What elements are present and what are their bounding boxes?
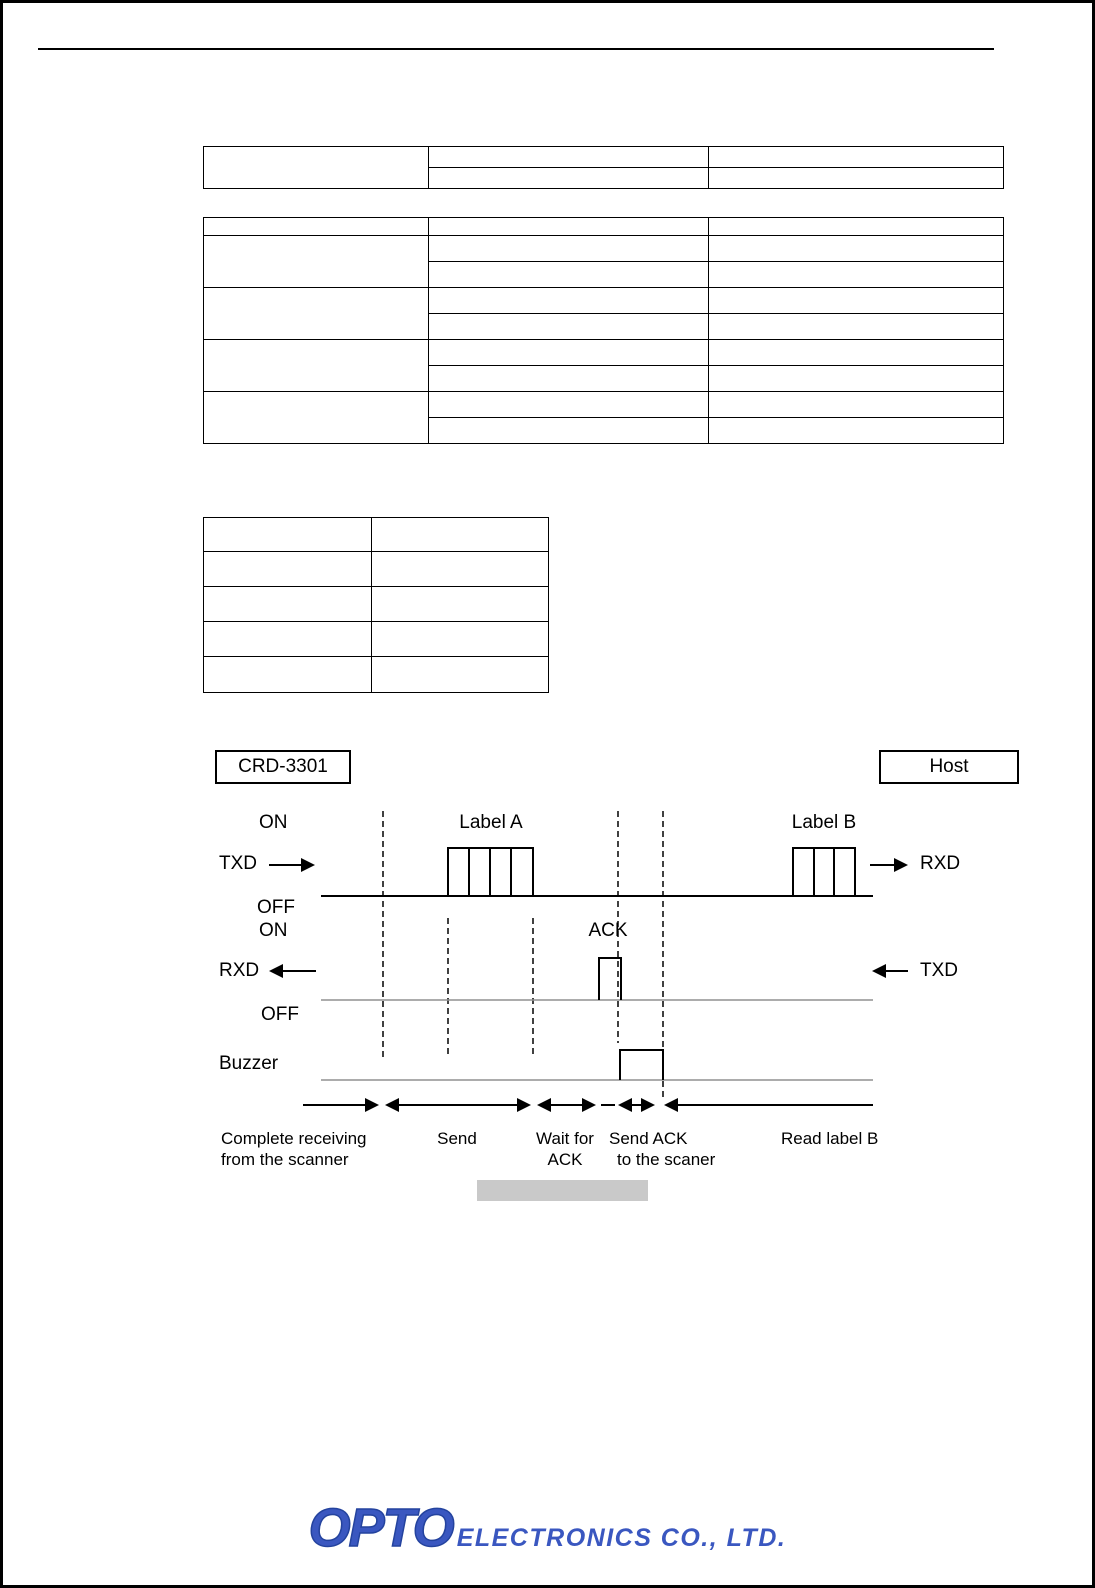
table-cell: [429, 262, 709, 288]
label-a-pulses: [448, 848, 533, 896]
table-cell: [204, 340, 429, 392]
table-cell: [429, 366, 709, 392]
ack-text: ACK: [588, 920, 628, 941]
table-cell: [709, 218, 1004, 236]
interval-arrows: [303, 1098, 873, 1112]
label-a-text: Label A: [459, 812, 523, 833]
table-cell: [372, 587, 549, 622]
annotation-read: Read label B: [781, 1129, 879, 1148]
table-cell: [204, 392, 429, 444]
table-cell: [372, 552, 549, 587]
table-cell: [709, 366, 1004, 392]
txd-out-arrow-icon: [301, 858, 315, 872]
table-cell: [709, 288, 1004, 314]
send-arrow-right-icon: [517, 1098, 531, 1112]
table-cell: [204, 552, 372, 587]
table-cell: [204, 587, 372, 622]
side-arrows: [269, 858, 908, 978]
buzzer-signal: [321, 1050, 873, 1080]
device-name-label: CRD-3301: [238, 756, 328, 777]
sendack-arrow-left-icon: [618, 1098, 632, 1112]
wait-arrow-left-icon: [537, 1098, 551, 1112]
table-cell: [204, 288, 429, 340]
table-cell: [204, 518, 372, 552]
header-rule: [38, 48, 994, 50]
annotation-wait-line1: Wait for: [536, 1129, 594, 1148]
annotation-sendack: [609, 1128, 734, 1170]
dashed-guides: [383, 811, 663, 1101]
label-b-text: Label B: [791, 812, 857, 833]
table-cell: [429, 392, 709, 418]
table-cell: [709, 340, 1004, 366]
table-cell: [372, 622, 549, 657]
table-cell: [204, 236, 429, 288]
label-b-pulses: [793, 848, 855, 896]
table-cell: [429, 288, 709, 314]
table-cell: [709, 314, 1004, 340]
txd-back-arrow-icon: [872, 964, 886, 978]
table-cell: [204, 622, 372, 657]
device-name-box: [215, 750, 351, 784]
annotation-sendack-line2: to the scaner: [617, 1150, 716, 1169]
rxd-in-arrow-icon: [894, 858, 908, 872]
annotation-wait-line2: ACK: [547, 1150, 583, 1169]
table-3: [203, 517, 549, 693]
highlight-bar: [477, 1180, 648, 1201]
txd-right-label: TXD: [920, 960, 958, 981]
table-cell: [204, 218, 429, 236]
rxd-back-arrow-icon: [269, 964, 283, 978]
host-label: Host: [929, 756, 969, 777]
table-cell: [709, 262, 1004, 288]
table-cell: [709, 418, 1004, 444]
txd-left-label: TXD: [219, 853, 257, 874]
annotation-complete-line2: from the scanner: [221, 1150, 349, 1169]
rxd-left-label: RXD: [219, 960, 260, 981]
txd-on-label: ON: [259, 812, 288, 833]
txd-off-label: OFF: [257, 897, 295, 918]
table-cell: [204, 147, 429, 189]
complete-arrow-icon: [365, 1098, 379, 1112]
rxd-right-label: RXD: [920, 853, 961, 874]
table-cell: [709, 392, 1004, 418]
table-cell: [372, 518, 549, 552]
table-cell: [429, 314, 709, 340]
table-cell: [429, 147, 709, 168]
read-arrow-left-icon: [664, 1098, 678, 1112]
table-cell: [204, 657, 372, 693]
table-cell: [429, 168, 709, 189]
table-cell: [429, 340, 709, 366]
annotation-complete: [221, 1128, 367, 1170]
table-cell: [429, 418, 709, 444]
annotation-complete-line1: Complete receiving: [221, 1129, 367, 1148]
buzzer-label: Buzzer: [219, 1053, 279, 1074]
sendack-arrow-right-icon: [641, 1098, 655, 1112]
ack-pulse: [599, 958, 621, 1000]
table-2: [203, 217, 1004, 444]
logo-brand-text: OPTO: [308, 1498, 453, 1558]
annotation-send: Send: [437, 1129, 477, 1148]
table-cell: [429, 218, 709, 236]
annotation-sendack-line1: Send ACK: [609, 1129, 688, 1148]
rxd-on-label: ON: [259, 920, 288, 941]
logo-suffix-text: ELECTRONICS CO., LTD.: [456, 1524, 787, 1552]
rxd-signal: [321, 958, 873, 1000]
table-cell: [709, 168, 1004, 189]
txd-signal: [321, 848, 873, 896]
buzzer-pulse: [620, 1050, 663, 1080]
host-box: [879, 750, 1019, 784]
table-cell: [709, 147, 1004, 168]
table-cell: [372, 657, 549, 693]
table-1: [203, 146, 1004, 189]
rxd-off-label: OFF: [261, 1004, 299, 1025]
wait-arrow-right-icon: [582, 1098, 596, 1112]
annotation-wait: [526, 1128, 604, 1170]
company-logo: [3, 1497, 1092, 1559]
table-cell: [709, 236, 1004, 262]
table-cell: [429, 236, 709, 262]
send-arrow-left-icon: [385, 1098, 399, 1112]
